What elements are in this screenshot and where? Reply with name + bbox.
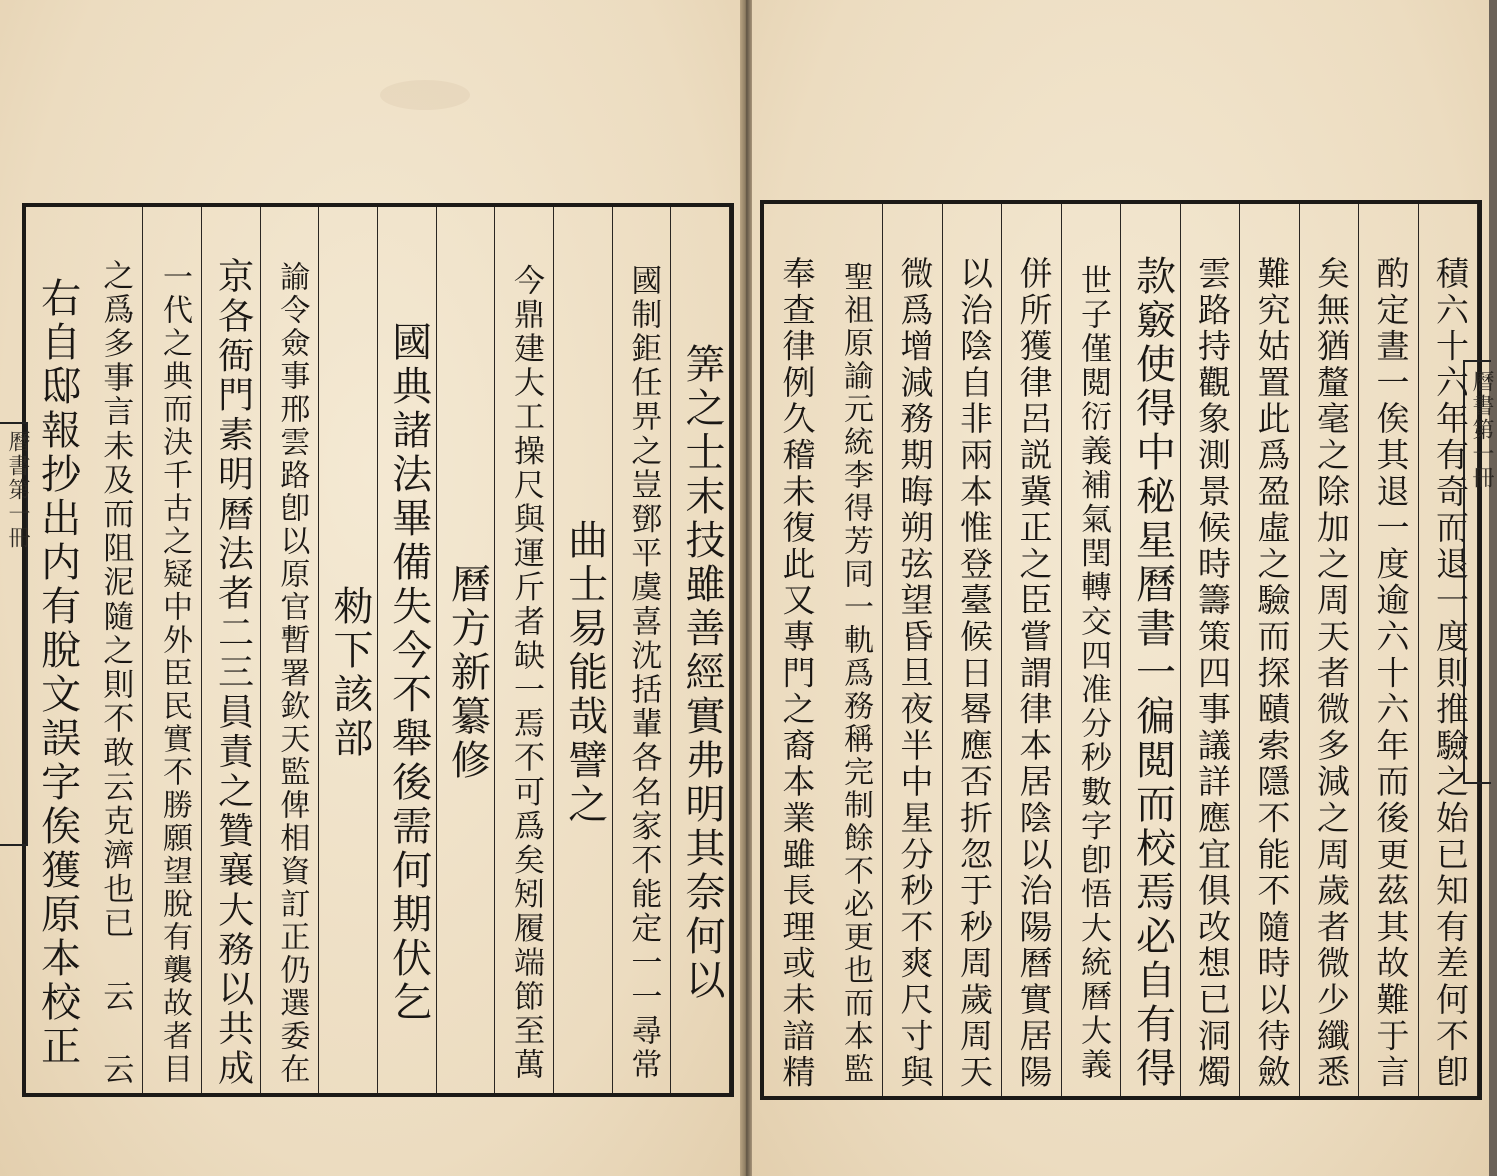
left-text-column — [261, 207, 320, 1093]
left-column-text: 曆方新纂修 — [444, 563, 491, 783]
left-column-text: 右自邸報抄出内有脫文誤字俟獲原本校正 — [34, 277, 81, 1069]
right-column-text: 以治陰自非兩本惟登臺候日晷應否折忽于秒周歲周天 — [955, 255, 994, 1091]
left-column-text: 今鼎建大工操尺與運斤者缺一焉不可爲矣矧履端節至萬 — [508, 263, 544, 1083]
left-text-column — [554, 207, 613, 1093]
left-text-column — [613, 207, 672, 1093]
right-fold-label: 曆書第一冊 — [1469, 370, 1494, 490]
right-column-text: 世子僅閲衍義補氣閏轉交四准分秒數字卽悟大統曆大義 — [1075, 263, 1111, 1083]
right-text-column — [1002, 204, 1062, 1096]
right-text-column — [764, 204, 824, 1096]
right-column-text: 酌定晝一俟其退一度逾六十六年而後更茲其故難于言 — [1371, 255, 1411, 1091]
right-text-column — [943, 204, 1003, 1096]
left-text-column — [202, 207, 261, 1093]
left-text-column — [26, 207, 85, 1093]
left-column-text: 之爲多事言未及而阻泥隨之則不敢云克濟也已 云 云 — [97, 258, 134, 1088]
right-column-text: 併所獲律呂説冀正之臣嘗謂律本居陰以治陽曆實居陽 — [1014, 255, 1054, 1091]
left-text-column — [319, 207, 378, 1093]
left-text-column — [495, 207, 554, 1093]
left-column-text: 國制鉅任畀之豈鄧平虞喜沈括輩各名家不能定一一尋常 — [625, 263, 662, 1083]
right-text-column — [1062, 204, 1122, 1096]
left-fold-label: 曆書第一冊 — [5, 430, 30, 550]
right-text-column — [883, 204, 943, 1096]
left-text-column — [437, 207, 496, 1093]
right-column-text: 積六十六年有奇而退一度則推驗之始已知有差何不卽 — [1431, 255, 1470, 1091]
left-text-block — [22, 203, 734, 1097]
right-text-column — [1121, 204, 1181, 1096]
book-gutter — [740, 0, 752, 1176]
right-text-block — [760, 200, 1482, 1100]
right-text-column — [1181, 204, 1241, 1096]
left-column-text: 一代之典而決千古之疑中外臣民實不勝願望脫有襲故者目 — [157, 260, 192, 1086]
left-column-text: 曲士易能哉譬之 — [561, 519, 608, 827]
right-column-text: 難究姑置此爲盈虛之驗而探賾索隱不能不隨時以待斂 — [1252, 255, 1292, 1091]
left-text-column — [671, 207, 730, 1093]
right-column-text: 款竅使得中秘星曆書一徧閲而校焉必自有得 — [1129, 255, 1176, 1091]
left-column-text: 國典諸法畢備失今不舉後需何期伏乞 — [385, 321, 432, 1025]
right-text-column — [1240, 204, 1300, 1096]
left-column-text: 筭之士末技雖善經實弗明其奈何以 — [679, 343, 725, 1003]
left-text-column — [85, 207, 144, 1093]
right-column-text: 聖祖原諭元統李得芳同一軌爲務稱完制餘不必更也而本監 — [838, 260, 873, 1086]
left-column-text: 勑下該部 — [327, 585, 373, 761]
left-text-column — [143, 207, 202, 1093]
right-column-text: 矣無猶釐毫之除加之周天者微多減之周歲者微少纖悉 — [1312, 255, 1351, 1091]
right-column-text: 奉查律例久稽未復此又專門之裔本業雖長理或未諳精 — [777, 255, 817, 1091]
right-column-text: 雲路持觀象測景候時籌策四事議詳應宜俱改想已洞燭 — [1193, 255, 1232, 1091]
left-column-text: 諭令僉事邢雲路卽以原官暫署欽天監俾相資訂正仍選委在 — [274, 260, 310, 1086]
right-text-column — [1359, 204, 1419, 1096]
right-page — [752, 0, 1489, 1176]
right-column-text: 微爲增減務期晦朔弦望昏旦夜半中星分秒不爽尺寸與 — [895, 255, 935, 1091]
left-page — [0, 0, 740, 1176]
right-text-column — [1300, 204, 1360, 1096]
right-text-column — [824, 204, 884, 1096]
left-column-text: 京各衙門素明曆法者二三員責之贊襄大務以共成 — [212, 257, 254, 1089]
left-text-column — [378, 207, 437, 1093]
